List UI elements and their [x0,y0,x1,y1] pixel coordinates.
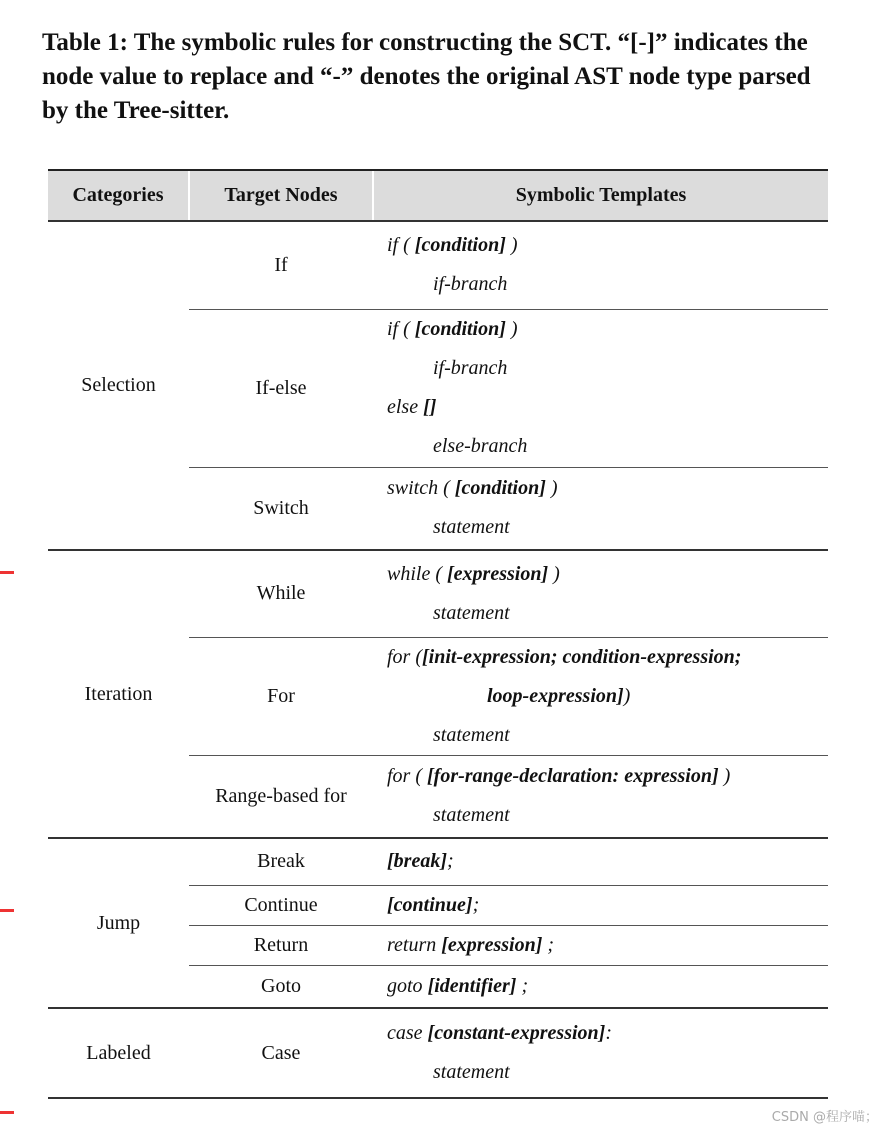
target-node-cell: If [189,221,373,309]
template-token: statement [433,723,510,746]
target-node-cell: Switch [189,467,373,550]
template-token: ) [548,562,560,585]
placeholder-token: [condition] [414,234,506,257]
template-token: if-branch [433,273,508,296]
template-token: if-branch [433,357,508,379]
template-line [387,508,828,547]
template-line [387,388,828,427]
template-line [387,842,828,881]
placeholder-token: [expression] [447,562,549,585]
placeholder-token: [break] [387,850,447,873]
template-token: ) [505,234,518,257]
template-line [387,469,828,508]
template-line [387,1014,828,1053]
placeholder-token: [constant-expression] [427,1022,606,1044]
table-row [48,838,828,885]
template-token: statement [433,516,510,539]
table-row [48,221,828,309]
target-node-cell: While [189,550,373,637]
header-symbolic-templates: Symbolic Templates [373,170,828,221]
template-line [387,967,828,1006]
template-token: else-branch [433,435,528,457]
template-token: for ( [387,765,427,788]
template-line [387,427,828,466]
table-row [48,1008,828,1098]
template-token: ) [505,318,518,340]
template-token: else [387,396,424,418]
template-line [387,716,828,755]
template-token: case [387,1022,428,1044]
template-cell [373,925,828,965]
template-token: : [605,1022,613,1044]
category-cell: Labeled [48,1008,189,1098]
category-cell: Jump [48,838,189,1008]
template-token: return [387,933,442,956]
template-line [387,1053,828,1092]
target-node-cell: Case [189,1008,373,1098]
template-token: ; [472,893,480,916]
template-token: goto [387,974,428,997]
placeholder-token: [condition] [454,477,546,500]
template-line [387,265,828,304]
template-cell [373,221,828,309]
margin-mark [0,1111,14,1114]
template-token: ; [542,933,555,956]
template-cell [373,885,828,925]
template-cell [373,309,828,467]
placeholder-token: [condition] [414,318,506,340]
template-token: if ( [387,318,415,340]
template-line [387,926,828,965]
target-node-cell: Goto [189,965,373,1008]
target-node-cell: Break [189,838,373,885]
template-token: statement [433,601,510,624]
template-line [387,555,828,594]
template-line [387,226,828,265]
header-target-nodes: Target Nodes [189,170,373,221]
symbolic-rules-table [48,169,828,1099]
template-token: ) [545,477,558,500]
placeholder-token: [init-expression; condition-expression; [422,645,742,668]
header-categories: Categories [48,170,189,221]
placeholder-token: [] [423,396,437,418]
template-token: ) [623,684,631,707]
template-cell [373,637,828,755]
category-cell: Selection [48,221,189,550]
margin-mark [0,571,14,574]
template-cell [373,838,828,885]
template-line [387,677,828,716]
template-line [387,310,828,349]
template-token: ; [446,850,454,873]
watermark: CSDN @程序喵； [771,1110,878,1125]
template-cell [373,550,828,637]
target-node-cell: Range-based for [189,755,373,838]
template-line [387,886,828,925]
template-cell [373,467,828,550]
header-row [48,170,828,221]
placeholder-token: [for-range-declaration: expression] [427,765,719,788]
template-token: switch ( [387,477,455,500]
template-token: while ( [387,562,447,585]
template-token: statement [433,804,510,827]
template-token: ; [516,974,529,997]
template-cell [373,965,828,1008]
template-line [387,796,828,835]
table-row [48,550,828,637]
table-caption: Table 1: The symbolic rules for constructing the SCT. “[-]” indicates the node value to replace and “-” denotes the original AST node type parsed by the Tree-sitter. [42,29,811,124]
template-cell [373,1008,828,1098]
margin-mark [0,909,14,912]
template-token: if ( [387,234,415,257]
template-cell [373,755,828,838]
template-token: ) [718,765,731,788]
template-line [387,757,828,796]
template-token: for ( [387,645,422,668]
placeholder-token: loop-expression] [487,684,624,707]
template-token: statement [433,1061,510,1083]
template-line [387,594,828,633]
template-line [387,638,828,677]
target-node-cell: For [189,637,373,755]
template-line [387,349,828,388]
placeholder-token: [continue] [387,893,473,916]
placeholder-token: [expression] [441,933,543,956]
target-node-cell: If-else [189,309,373,467]
category-cell: Iteration [48,550,189,838]
target-node-cell: Continue [189,885,373,925]
placeholder-token: [identifier] [427,974,517,997]
target-node-cell: Return [189,925,373,965]
